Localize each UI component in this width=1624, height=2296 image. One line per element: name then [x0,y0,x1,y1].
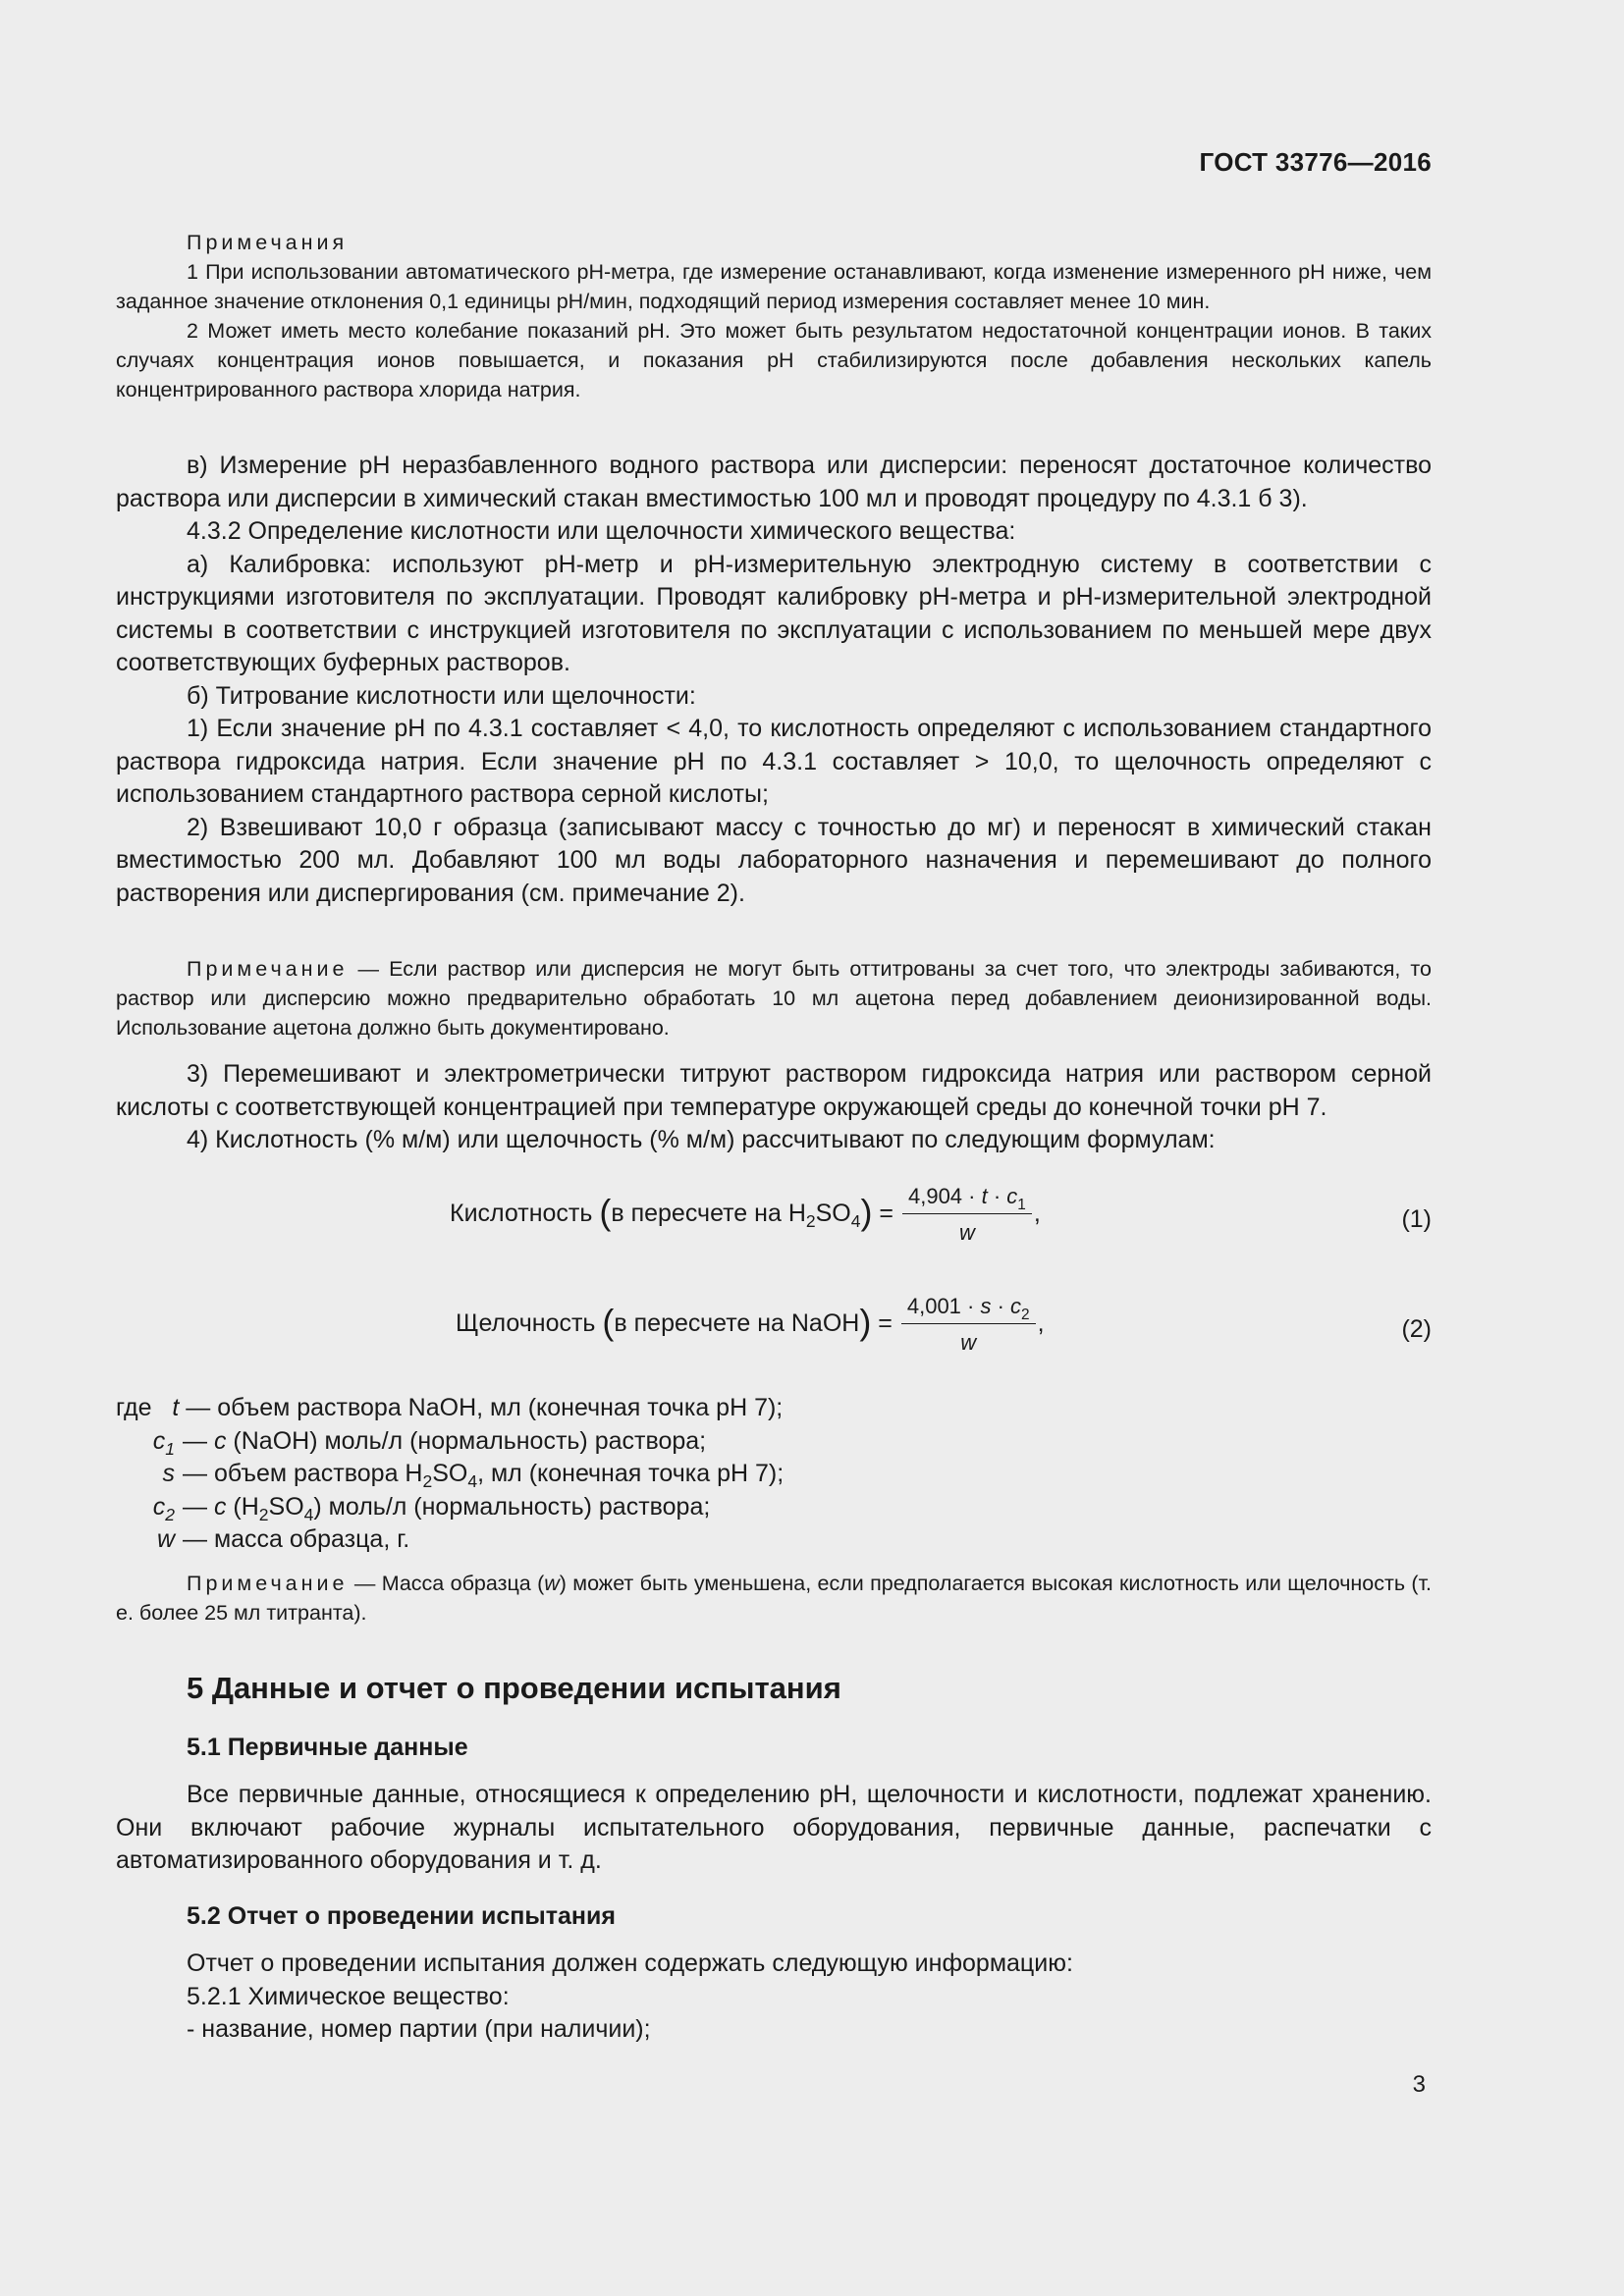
variables-legend [116,1392,784,1557]
note-1: 1 При использовании автоматического рН-метра, где измерение останавливают, когда изменение измеренного рН ниже, чем заданное значение отклонения 0,1 единицы рН/мин, подходящий период измерения составляет менее 10 мин. [116,260,1432,313]
formula-acidity: Кислотность (в пересчете на $H_2SO_4$) = $\frac{4,904 \cdot t \cdot c_1}{w}$ , [450,1184,1041,1245]
notes-title: Примечания [187,231,349,254]
body-section-1 [116,450,1432,910]
paragraph-2: 2) Взвешивают 10,0 г образца (записывают массу с точностью до мг) и переносят в химический стакан вместимостью 200 мл. Добавляют 100 мл воды лабораторного назначения и перемешивают до полного растворения или диспергирования (см. примечание 2). [116,813,1432,907]
section-5-heading: 5 Данные и отчет о проведении испытания [187,1671,841,1705]
paragraph-b: б) Титрование кислотности или щелочности: [187,681,696,710]
fraction-alkalinity: $\frac{4,001 \cdot s \cdot c_2}{w}$ [901,1294,1036,1356]
paragraph-4-3-2: 4.3.2 Определение кислотности или щелочности химического вещества: [187,517,1016,545]
section-5-2-heading: 5.2 Отчет о проведении испытания [187,1902,616,1930]
paragraph-a: а) Калибровка: используют рН-метр и рН-измерительную электродную систему в соответствии с инструкциями изготовителя по эксплуатации. Проводят калибровку рН-метра и рН-измерительной электродной системы в соответствии с инструкцией изготовителя по эксплуатации с использованием по меньшей мере двух соответствующих буферных растворов. [116,550,1432,676]
section-5-2-body: Отчет о проведении испытания должен содержать следующую информацию: 5.2.1 Химическое вещество: - название, номер партии (при наличии); [187,1949,1073,2043]
equation-number-1: (1) [1401,1205,1432,1233]
legend-row-c1: $c_1$ — c (NaOH) моль/л (нормальность) раствора; [152,1426,707,1459]
paragraph-4: 4) Кислотность (% м/м) или щелочность (% м/м) рассчитывают по следующим формулам: [187,1126,1216,1153]
paragraph-3: 3) Перемешивают и электрометрически титруют раствором гидроксида натрия или раствором серной кислоты с соответствующей концентрацией при температуре окружающей среды до конечной точки рН 7. [116,1060,1432,1121]
notes-block [116,228,1432,404]
fraction-acidity: $\frac{4,904 \cdot t \cdot c_1}{w}$ [902,1184,1032,1246]
paragraph-1: 1) Если значение рН по 4.3.1 составляет < 4,0, то кислотность определяют с использованием стандартного раствора гидроксида натрия. Если значение рН по 4.3.1 составляет > 10,0, то щелочность определяют с использованием стандартного раствора серной кислоты; [116,715,1432,808]
section-5-1-body: Все первичные данные, относящиеся к определению рН, щелочности и кислотности, подлежат хранению. Они включают рабочие журналы испытательного оборудования, первичные данные, распечатки с автоматизированного оборудования и т. д. [116,1781,1432,1874]
note-acetone [116,954,1432,1042]
note-mass: Примечание — Масса образца (w) может быть уменьшена, если предполагается высокая кислотность или щелочность (т. е. более 25 мл титранта). [116,1572,1433,1625]
note-text: Если раствор или дисперсия не могут быть оттитрованы за счет того, что электроды забиваются, то раствор или дисперсию можно предварительно обработать 10 мл ацетона перед добавлением деионизированной воды. Использование ацетона должно быть документировано. [116,957,1432,1040]
legend-row-s: s — объем раствора $H_2SO_4$, мл (конечная точка рН 7); [162,1460,785,1491]
page-number: 3 [1412,2071,1426,2098]
formula-alkalinity: Щелочность (в пересчете на NaOH) = $\frac{4,001 \cdot s \cdot c_2}{w}$ , [456,1294,1045,1355]
legend-row-t: где t — объем раствора NaOH, мл (конечная точка рН 7); [116,1394,784,1421]
legend-row-c2: $c_2$ — c $(H_2SO_4)$ моль/л (нормальность) раствора; [152,1492,711,1524]
paragraph-v: в) Измерение рН неразбавленного водного раствора или дисперсии: переносят достаточное количество раствора или дисперсии в химический стакан вместимостью 100 мл и проводят процедуру по 4.3.1 б 3). [116,452,1432,512]
note-label: Примечание [187,1572,349,1595]
equation-number-2: (2) [1401,1315,1432,1343]
standard-code: ГОСТ 33776—2016 [1199,147,1432,177]
note-dash: — [348,957,390,981]
section-5-1-heading: 5.1 Первичные данные [187,1734,468,1761]
body-section-2 [116,1058,1432,1157]
note-label: Примечание [187,957,349,981]
note-2: 2 Может иметь место колебание показаний рН. Это может быть результатом недостаточной концентрации ионов. В таких случаях концентрация ионов повышается, и показания рН стабилизируются после добавления нескольких капель концентрированного раствора хлорида натрия. [116,319,1432,401]
legend-row-w: w — масса образца, г. [156,1525,410,1553]
